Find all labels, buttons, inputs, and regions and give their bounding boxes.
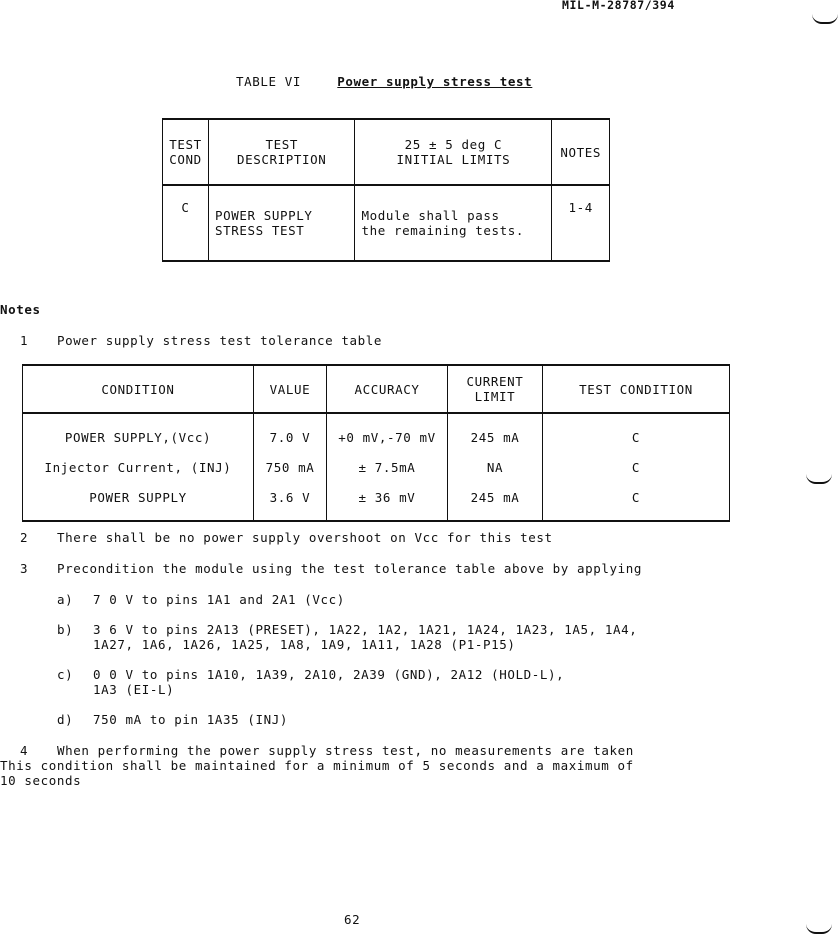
notes-heading: Notes bbox=[0, 302, 41, 317]
page-number: 62 bbox=[344, 912, 361, 927]
table6-caption bbox=[236, 74, 532, 89]
row-test-description bbox=[208, 185, 354, 261]
note-2-text: There shall be no power supply overshoot on Vcc for this test bbox=[57, 530, 553, 545]
header-test-cond bbox=[163, 119, 209, 185]
table6-row bbox=[163, 185, 610, 261]
row-initial-limits-line1: Module shall pass bbox=[361, 208, 500, 223]
header-initial-limits-line2: INITIAL LIMITS bbox=[396, 152, 511, 167]
note-3a-text: 7 0 V to pins 1A1 and 2A1 (Vcc) bbox=[93, 592, 345, 607]
cell-current-limit: 245 mA bbox=[448, 413, 543, 452]
note-3c-text-line2: 1A3 (EI-L) bbox=[93, 682, 175, 697]
cell-value: 750 mA bbox=[254, 452, 327, 482]
note-1-text: Power supply stress test tolerance table bbox=[57, 333, 383, 348]
cell-accuracy: +0 mV,-70 mV bbox=[327, 413, 448, 452]
cell-value: 7.0 V bbox=[254, 413, 327, 452]
header-value: VALUE bbox=[254, 365, 327, 413]
note-3-text: Precondition the module using the test tolerance table above by applying bbox=[57, 561, 643, 576]
table-row bbox=[23, 482, 730, 521]
cell-accuracy: ± 7.5mA bbox=[327, 452, 448, 482]
note-1-number: 1 bbox=[20, 333, 29, 348]
row-initial-limits bbox=[355, 185, 552, 261]
row-notes: 1-4 bbox=[552, 185, 610, 261]
header-notes: NOTES bbox=[552, 119, 610, 185]
table-row bbox=[23, 413, 730, 452]
table6-title: Power supply stress test bbox=[337, 74, 533, 89]
header-current-limit-line2: LIMIT bbox=[474, 389, 516, 404]
header-test-description bbox=[208, 119, 354, 185]
note-3b-label: b) bbox=[57, 622, 74, 637]
note-4-text-line1: When performing the power supply stress test, no measurements are taken bbox=[57, 743, 634, 758]
header-test-description-line1: TEST bbox=[265, 137, 298, 152]
note-4-number: 4 bbox=[20, 743, 29, 758]
cell-current-limit: 245 mA bbox=[448, 482, 543, 521]
row-initial-limits-line2: the remaining tests. bbox=[361, 223, 524, 238]
note-3b-text-line1: 3 6 V to pins 2A13 (PRESET), 1A22, 1A2, 1A21, 1A24, 1A23, 1A5, 1A4, bbox=[93, 622, 638, 637]
cell-test-condition: C bbox=[543, 452, 730, 482]
cell-test-condition: C bbox=[543, 413, 730, 452]
header-initial-limits-line1: 25 ± 5 deg C bbox=[404, 137, 503, 152]
note-3c-label: c) bbox=[57, 667, 74, 682]
cell-test-condition: C bbox=[543, 482, 730, 521]
note-3b-text-line2: 1A27, 1A6, 1A26, 1A25, 1A8, 1A9, 1A11, 1A28 (P1-P15) bbox=[93, 637, 516, 652]
header-current-limit-line1: CURRENT bbox=[466, 374, 524, 389]
power-supply-stress-table bbox=[162, 118, 610, 262]
table6-caption-prefix: TABLE VI bbox=[236, 74, 302, 89]
row-test-description-line1: POWER SUPPLY bbox=[214, 208, 313, 223]
header-condition: CONDITION bbox=[23, 365, 254, 413]
note-3c-text-line1: 0 0 V to pins 1A10, 1A39, 2A10, 2A39 (GND), 2A12 (HOLD-L), bbox=[93, 667, 565, 682]
note-3a-label: a) bbox=[57, 592, 74, 607]
tolerance-table bbox=[22, 364, 730, 522]
table-row bbox=[23, 452, 730, 482]
note-2-number: 2 bbox=[20, 530, 29, 545]
cell-accuracy: ± 36 mV bbox=[327, 482, 448, 521]
row-test-description-line2: STRESS TEST bbox=[214, 223, 305, 238]
note-4-text-line2: This condition shall be maintained for a minimum of 5 seconds and a maximum of bbox=[0, 758, 634, 773]
header-initial-limits bbox=[355, 119, 552, 185]
row-test-cond: C bbox=[163, 185, 209, 261]
header-accuracy: ACCURACY bbox=[327, 365, 448, 413]
note-3-number: 3 bbox=[20, 561, 29, 576]
note-3d-label: d) bbox=[57, 712, 74, 727]
margin-mark-bottom bbox=[806, 924, 832, 934]
header-test-description-line2: DESCRIPTION bbox=[237, 152, 327, 167]
header-test-condition: TEST CONDITION bbox=[543, 365, 730, 413]
cell-condition: POWER SUPPLY,(Vcc) bbox=[23, 413, 254, 452]
note-4-text-line3: 10 seconds bbox=[0, 773, 82, 788]
margin-mark-top bbox=[812, 14, 838, 24]
margin-mark-middle bbox=[806, 474, 832, 484]
header-current-limit bbox=[448, 365, 543, 413]
header-test-cond-line1: TEST bbox=[169, 137, 202, 152]
table6-header-row bbox=[163, 119, 610, 185]
cell-current-limit: NA bbox=[448, 452, 543, 482]
document-number: MIL-M-28787/394 bbox=[562, 0, 675, 12]
cell-condition: POWER SUPPLY bbox=[23, 482, 254, 521]
note-3d-text: 750 mA to pin 1A35 (INJ) bbox=[93, 712, 289, 727]
header-test-cond-line2: COND bbox=[169, 152, 202, 167]
tolerance-header-row bbox=[23, 365, 730, 413]
cell-value: 3.6 V bbox=[254, 482, 327, 521]
cell-condition: Injector Current, (INJ) bbox=[23, 452, 254, 482]
